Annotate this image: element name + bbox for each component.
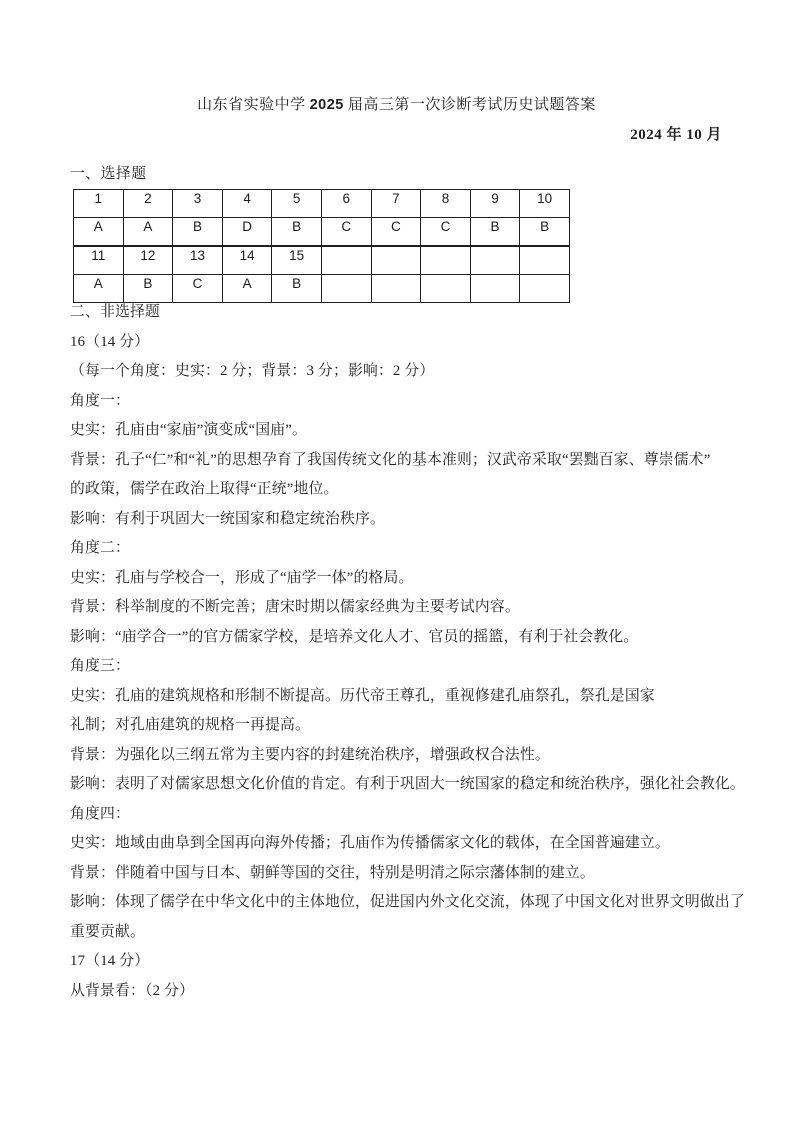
answer-text-line: 的政策，儒学在政治上取得“正统”地位。 <box>70 481 339 497</box>
answer-text-line: 背景：为强化以三纲五常为主要内容的封建统治秩序，增强政权合法性。 <box>70 746 550 763</box>
section-heading-choice: 一、选择题 <box>70 166 147 182</box>
answer-text-line: 史实：孔庙的建筑规格和形制不断提高。历代帝王尊孔，重视修建孔庙祭孔，祭孔是国家 <box>70 687 655 704</box>
document-title <box>0 93 793 114</box>
answer-text-line: 重要贡献。 <box>70 923 145 940</box>
answer-table-cell: A <box>74 275 124 303</box>
answer-table-cell: C <box>173 275 223 303</box>
answer-table-cell: 9 <box>470 190 520 218</box>
answer-table-cell: 1 <box>74 190 124 218</box>
answer-table-cell <box>520 246 570 275</box>
answer-text-line: 角度四： <box>70 805 130 822</box>
answer-table-cell: B <box>272 275 322 303</box>
answer-table-cell: 13 <box>173 246 223 275</box>
title-suffix: 届高三第一次诊断考试历史试题答案 <box>347 97 596 113</box>
answer-text-line: 背景：伴随着中国与日本、朝鲜等国的交往，特别是明清之际宗藩体制的建立。 <box>70 864 595 881</box>
answer-table-cell: B <box>520 218 570 247</box>
answer-text-line: 影响：体现了儒学在中华文化中的主体地位，促进国内外文化交流，体现了中国文化对世界文明做出了 <box>70 894 745 910</box>
answer-table <box>73 189 570 303</box>
answer-table-cell: 5 <box>272 190 322 218</box>
answer-table-cell: C <box>321 218 371 247</box>
answer-table-cell: 14 <box>222 246 272 275</box>
answer-text-line: 角度二： <box>70 540 130 556</box>
answer-text-line: 史实：孔庙与学校合一，形成了“庙学一体”的格局。 <box>70 569 414 586</box>
answer-table-cell: B <box>470 218 520 247</box>
title-year: 2025 <box>309 97 344 113</box>
answer-table-cell: A <box>74 218 124 247</box>
answer-table-cell: 15 <box>272 246 322 275</box>
answer-text-line: 影响：表明了对儒家思想文化价值的肯定。有利于巩固大一统国家的稳定和统治秩序，强化社会教化。 <box>70 776 745 792</box>
answer-table-cell: 4 <box>222 190 272 218</box>
title-prefix: 山东省实验中学 <box>197 97 306 113</box>
answer-table-row-question-number <box>74 246 570 275</box>
answer-table-cell: B <box>173 218 223 247</box>
answer-text-line: （每一个角度：史实：2 分；背景：3 分；影响：2 分） <box>70 363 435 379</box>
answer-table-cell: B <box>123 275 173 303</box>
answer-table-cell: A <box>222 275 272 303</box>
answer-text-line: 礼制；对孔庙建筑的规格一再提高。 <box>70 717 310 733</box>
answer-text-line: 影响：“庙学合一”的官方儒家学校，是培养文化人才、官员的摇篮，有利于社会教化。 <box>70 628 639 645</box>
answer-table-cell <box>421 246 471 275</box>
essay-section <box>70 298 745 1006</box>
answer-table-cell: A <box>123 218 173 247</box>
answer-table-row-question-number <box>74 190 570 218</box>
answer-table-cell: B <box>272 218 322 247</box>
answer-table-row-answer-letter <box>74 218 570 247</box>
answer-text-line: 16（14 分） <box>70 333 150 350</box>
answer-text-line: 背景：孔子“仁”和“礼”的思想孕育了我国传统文化的基本准则；汉武帝采取“罢黜百家、尊崇儒术” <box>70 451 711 468</box>
answer-text-line: 影响：有利于巩固大一统国家和稳定统治秩序。 <box>70 510 385 527</box>
answer-table-cell <box>321 246 371 275</box>
answer-table-cell: C <box>421 218 471 247</box>
answer-text-line: 角度三： <box>70 658 130 674</box>
answer-text-line: 史实：孔庙由“家庙”演变成“国庙”。 <box>70 422 308 438</box>
answer-text-line: 17（14 分） <box>70 953 150 969</box>
answer-text-line: 角度一： <box>70 392 130 409</box>
answer-table-cell: 8 <box>421 190 471 218</box>
answer-table-cell: 2 <box>123 190 173 218</box>
answer-table-cell: 7 <box>371 190 421 218</box>
answer-table-cell: 6 <box>321 190 371 218</box>
answer-table-cell: 10 <box>520 190 570 218</box>
document-date: 2024 年 10 月 <box>630 127 722 143</box>
answer-text-line: 背景：科举制度的不断完善；唐宋时期以儒家经典为主要考试内容。 <box>70 599 520 615</box>
answer-table-cell: 3 <box>173 190 223 218</box>
answer-table-cell: D <box>222 218 272 247</box>
answer-table-cell: 11 <box>74 246 124 275</box>
answer-table-cell: 12 <box>123 246 173 275</box>
answer-table-cell: C <box>371 218 421 247</box>
answer-table-cell <box>371 246 421 275</box>
answer-text-line: 史实：地域由曲阜到全国再向海外传播；孔庙作为传播儒家文化的载体，在全国普遍建立。 <box>70 835 670 851</box>
section-heading-essay: 二、非选择题 <box>70 304 160 320</box>
answer-text-line: 从背景看：（2 分） <box>70 982 195 999</box>
answer-table-cell <box>470 246 520 275</box>
